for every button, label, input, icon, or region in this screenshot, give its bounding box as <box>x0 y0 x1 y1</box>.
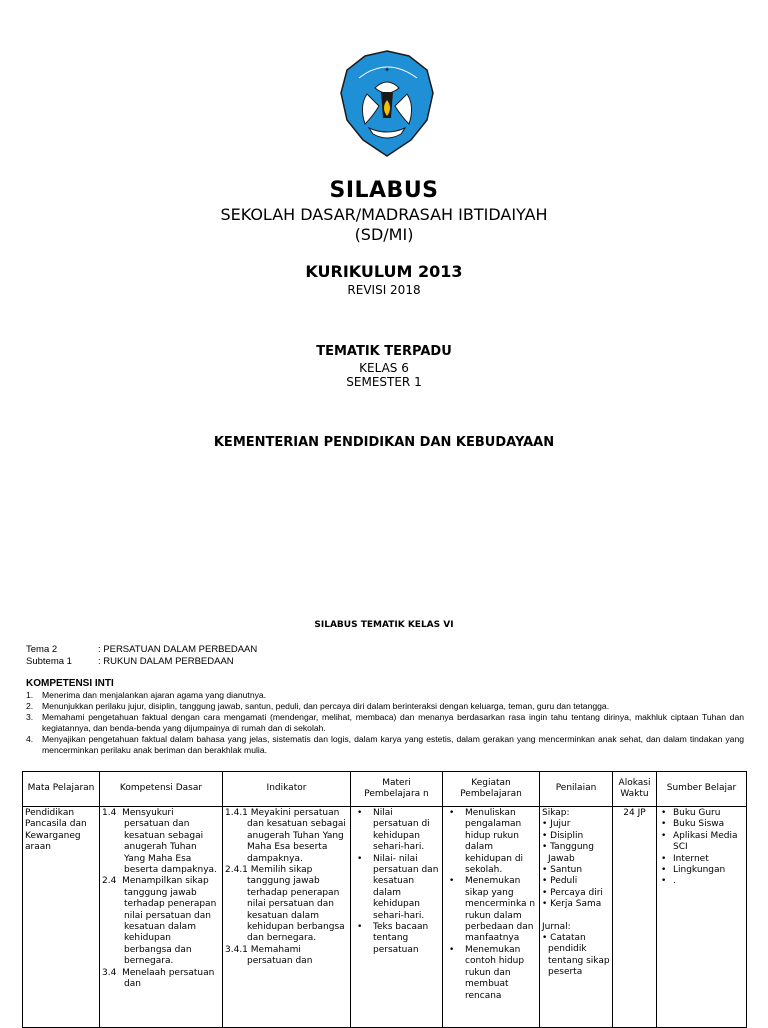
header-sumber: Sumber Belajar <box>657 772 747 807</box>
kompetensi-item: 1. Menerima dan menjalankan ajaran agama yang dianutnya. <box>26 690 267 700</box>
header-kompetensi-dasar: Kompetensi Dasar <box>100 772 223 807</box>
header-kegiatan: Kegiatan Pembelajaran <box>443 772 540 807</box>
subtema-value: : RUKUN DALAM PERBEDAAN <box>98 656 234 667</box>
indikator-item: 3.4.1 Memahami persatuan dan <box>225 944 313 967</box>
cell-sumber <box>657 807 747 1028</box>
sumber-item: • Internet <box>659 854 744 865</box>
sikap-item: • Santun <box>542 865 610 876</box>
materi-item: • Nilai- nilai persatuan dan kesatuan dalam kehidupan sehari-hari. <box>353 854 440 922</box>
cell-alokasi: 24 JP <box>613 807 657 1028</box>
kegiatan-item: • Menuliskan pengalaman hidup rukun dalam kehidupan di sekolah. <box>445 808 537 876</box>
materi-item: • Nilai persatuan di kehidupan sehari-hari. <box>353 808 440 854</box>
tema-label: Tema 2 <box>26 644 58 655</box>
cell-materi <box>351 807 443 1028</box>
sikap-item: • Percaya diri <box>542 888 610 899</box>
kegiatan-item: • Menemukan sikap yang mencerminka n rukun dalam perbedaan dan manfaatnya <box>445 876 537 944</box>
subtema-row <box>26 656 234 667</box>
sumber-item: • Buku Siswa <box>659 819 744 830</box>
cell-indikator <box>223 807 351 1028</box>
sikap-label: Sikap: <box>542 808 570 818</box>
kd-item: 2.4 Menampilkan sikap tanggung jawab terhadap penerapan nilai persatuan dan kesatuan dalam kehidupan berbangsa dan bernegara. <box>102 876 217 967</box>
tut-wuri-handayani-logo <box>339 48 435 160</box>
sikap-item: • Disiplin <box>542 831 610 842</box>
kompetensi-list <box>26 690 744 756</box>
header-alokasi: Alokasi Waktu <box>613 772 657 807</box>
cover-title: SILABUS <box>329 178 439 203</box>
kompetensi-item: 3. Memahami pengetahuan faktual dengan cara mengamati (mendengar, melihat, membaca) dan menanya berdasarkan rasa ingin tahu tentang dirinya, makhluk ciptaan Tuhan dan kegiatannya, dan benda-benda yang dijumpainya di rumah dan di sekolah. <box>26 712 744 733</box>
header-penilaian: Penilaian <box>540 772 613 807</box>
indikator-item: 1.4.1 Meyakini persatuan dan kesatuan sebagai anugerah Tuhan Yang Maha Esa beserta dampaknya. <box>225 808 346 864</box>
subtema-label: Subtema 1 <box>26 656 72 667</box>
cell-kompetensi-dasar <box>100 807 223 1028</box>
indikator-item: 2.4.1 Memilih sikap tanggung jawab terhadap penerapan nilai persatuan dan kesatuan dalam kehidupan berbangsa dan bernegara. <box>225 865 345 944</box>
cover-curriculum: KURIKULUM 2013 <box>305 262 463 281</box>
materi-item: • Teks bacaan tentang persatuan <box>353 922 440 956</box>
kompetensi-item: 4. Menyajikan pengetahuan faktual dalam bahasa yang jelas, sistematis dan logis, dalam karya yang estetis, dalam gerakan yang mencerminkan anak sehat, dan dalam tindakan yang mencerminkan perilaku anak beriman dan berakhlak mulia. <box>26 734 744 755</box>
sikap-item: • Tanggung Jawab <box>542 842 610 865</box>
cover-ministry: KEMENTERIAN PENDIDIKAN DAN KEBUDAYAAN <box>213 435 555 450</box>
sumber-item: • Aplikasi Media SCI <box>659 831 744 854</box>
cover-school-abbr: (SD/MI) <box>354 225 414 244</box>
sikap-item: • Jujur <box>542 819 610 830</box>
kegiatan-item: • Menemukan contoh hidup rukun dan membuat rencana <box>445 945 537 1002</box>
table-row <box>23 807 747 1028</box>
syllabus-title: SILABUS TEMATIK KELAS VI <box>314 620 454 630</box>
kompetensi-item: 2. Menunjukkan perilaku jujur, disiplin, tanggung jawab, santun, peduli, dan percaya diri dalam berinteraksi dengan keluarga, teman, guru dan tetangga. <box>26 701 610 711</box>
jurnal-label: Jurnal: <box>542 921 571 932</box>
svg-text:✦: ✦ <box>384 66 390 74</box>
kompetensi-heading: KOMPETENSI INTI <box>26 678 114 689</box>
tema-row <box>26 644 257 655</box>
syllabus-table <box>22 771 747 1028</box>
header-indikator: Indikator <box>223 772 351 807</box>
sumber-item: • Lingkungan <box>659 865 744 876</box>
header-mata-pelajaran: Mata Pelajaran <box>23 772 100 807</box>
sikap-item: • Peduli <box>542 876 610 887</box>
sikap-item: • Kerja Sama <box>542 899 610 910</box>
table-header-row <box>23 772 747 807</box>
cell-mapel: Pendidikan Pancasila dan Kewarganeg araan <box>23 807 100 1028</box>
jurnal-item: • Catatan pendidik tentang sikap peserta <box>542 933 610 979</box>
sumber-item: • . <box>659 876 744 887</box>
header-materi: Materi Pembelajara n <box>351 772 443 807</box>
cover-school: SEKOLAH DASAR/MADRASAH IBTIDAIYAH <box>220 205 548 224</box>
cover-revision: REVISI 2018 <box>347 283 421 297</box>
cover-semester: SEMESTER 1 <box>346 375 422 389</box>
tema-value: : PERSATUAN DALAM PERBEDAAN <box>98 644 258 655</box>
cell-penilaian <box>540 807 613 1028</box>
cover-grade: KELAS 6 <box>359 361 409 375</box>
kd-item: 3.4 Menelaah persatuan dan <box>102 967 215 990</box>
cover-subject: TEMATIK TERPADU <box>316 344 452 359</box>
sumber-item: • Buku Guru <box>659 808 744 819</box>
cell-kegiatan <box>443 807 540 1028</box>
kd-item: 1.4 Mensyukuri persatuan dan kesatuan sebagai anugerah Tuhan Yang Maha Esa beserta dampaknya. <box>102 808 217 876</box>
